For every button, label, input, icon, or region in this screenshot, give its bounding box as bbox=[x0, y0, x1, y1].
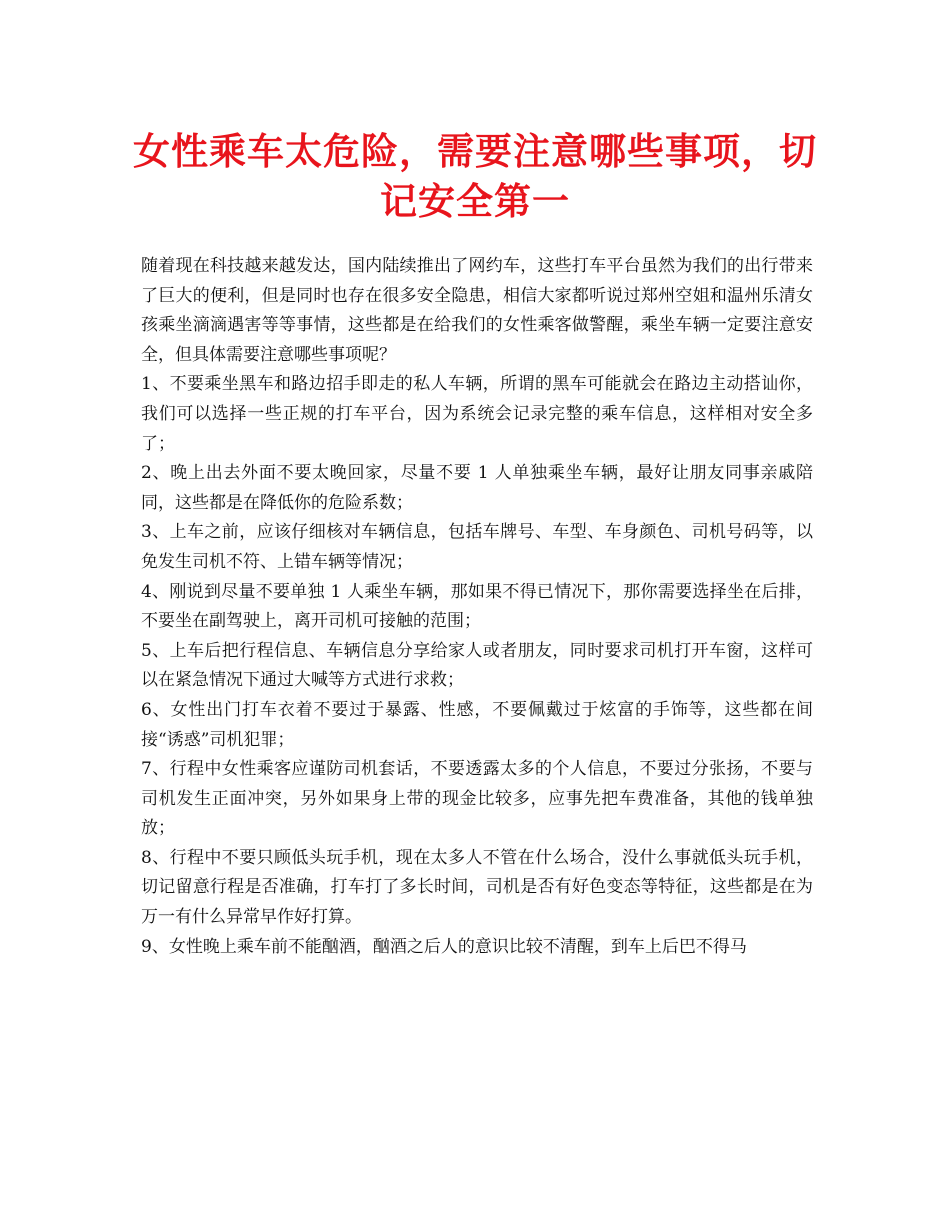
tip-4-paragraph: 4、刚说到尽量不要单独 1 人乘坐车辆，那如果不得已情况下，那你需要选择坐在后排，不要坐在副驾驶上，离开司机可接触的范围； bbox=[141, 581, 813, 632]
tip-8-paragraph: 8、行程中不要只顾低头玩手机，现在太多人不管在什么场合，没什么事就低头玩手机，切记留意行程是否准确，打车打了多长时间，司机是否有好色变态等特征，这些都是在为万一有什么异常早作好打算。 bbox=[141, 847, 813, 928]
tip-5-paragraph: 5、上车后把行程信息、车辆信息分享给家人或者朋友，同时要求司机打开车窗，这样可以在紧急情况下通过大喊等方式进行求救； bbox=[141, 640, 813, 691]
document-body bbox=[141, 252, 813, 962]
tip-3-paragraph: 3、上车之前，应该仔细核对车辆信息，包括车牌号、车型、车身颜色、司机号码等，以免发生司机不符、上错车辆等情况； bbox=[141, 522, 813, 572]
intro-paragraph: 随着现在科技越来越发达，国内陆续推出了网约车，这些打车平台虽然为我们的出行带来了巨大的便利，但是同时也存在很多安全隐患，相信大家都听说过郑州空姐和温州乐清女孩乘坐滴滴遇害等等事情，这些都是在给我们的女性乘客做警醒，乘坐车辆一定要注意安全，但具体需要注意哪些事项呢？ bbox=[141, 256, 813, 365]
tip-1-paragraph: 1、不要乘坐黑车和路边招手即走的私人车辆，所谓的黑车可能就会在路边主动搭讪你，我们可以选择一些正规的打车平台，因为系统会记录完整的乘车信息，这样相对安全多了； bbox=[141, 374, 813, 454]
document-title: 女性乘车太危险，需要注意哪些事项，切记安全第一 bbox=[133, 129, 817, 223]
tip-9-paragraph: 9、女性晚上乘车前不能酗酒，酗酒之后人的意识比较不清醒，到车上后巴不得马 bbox=[141, 936, 747, 957]
tip-7-paragraph: 7、行程中女性乘客应谨防司机套话，不要透露太多的个人信息，不要过分张扬，不要与司机发生正面冲突，另外如果身上带的现金比较多，应事先把车费准备，其他的钱单独放； bbox=[141, 759, 813, 839]
tip-6-paragraph: 6、女性出门打车衣着不要过于暴露、性感，不要佩戴过于炫富的手饰等，这些都在间接“诱惑”司机犯罪； bbox=[141, 699, 813, 750]
tip-2-paragraph: 2、晚上出去外面不要太晚回家，尽量不要 1 人单独乘坐车辆，最好让朋友同事亲戚陪同，这些都是在降低你的危险系数； bbox=[141, 463, 813, 513]
